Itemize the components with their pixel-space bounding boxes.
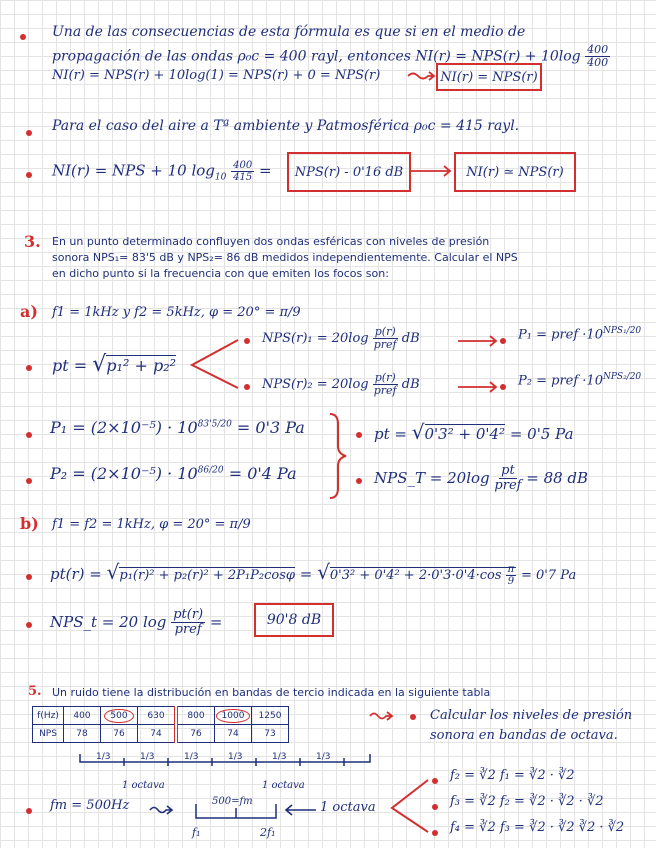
P2-eq: P₂ = (2×10⁻⁵) · 10: [50, 464, 198, 483]
f2-eq: f₂ = ∛2 f₁ = ∛2 · ∛2: [450, 768, 575, 783]
pt-radicand: p₁² + p₂²: [106, 356, 177, 375]
nps2-num: p(r): [374, 371, 396, 384]
air-frac-num: 400: [233, 160, 253, 171]
scale-mid: 500=fm: [212, 796, 253, 807]
p2-res-exp: NPS₂/20: [602, 372, 642, 382]
nps-cell: 78: [64, 725, 101, 743]
ptr-val: = 0'7 Pa: [521, 568, 577, 583]
wavy-arrow-icon: [408, 72, 434, 80]
third-label: 1/3: [140, 752, 155, 762]
p2-res-text: P₂ = pref ·10: [518, 373, 603, 389]
freq-cell: 630: [138, 707, 177, 725]
nps1-num: p(r): [374, 325, 396, 338]
intro-frac-num: 400: [587, 43, 609, 56]
cos-den: 9: [507, 576, 515, 587]
octave-scale: [196, 804, 276, 818]
freq-circle: 500: [104, 709, 133, 723]
angle-bracket-icon: [192, 340, 238, 388]
ptr-rad2-text: 0'3² + 0'4² + 2·0'3·0'4·cos: [329, 568, 502, 583]
wavy-arrow-icon: [150, 806, 172, 814]
sqrt-sign: √: [92, 352, 107, 377]
arrow-right-icon: [458, 382, 496, 392]
f4-eq: f₄ = ∛2 f₃ = ∛2 · ∛2 ∛2 · ∛2: [450, 820, 625, 835]
arrow-right-icon: [458, 336, 496, 346]
air-frac-den: 415: [233, 172, 253, 183]
P1-val: = 0'3 Pa: [236, 418, 305, 437]
nps1-unit: dB: [401, 331, 420, 347]
cos-num: π: [507, 564, 515, 575]
nps2-den: pref: [373, 384, 397, 398]
ptot-radicand: 0'3² + 0'4²: [424, 425, 506, 443]
pt-label: pt =: [52, 356, 88, 375]
ptr-left: pt(r) =: [50, 565, 102, 583]
sqrt-sign-4: √: [317, 560, 330, 584]
air-eq-sub: 10: [214, 172, 227, 183]
scale-left: f₁: [192, 826, 201, 839]
scale-right: 2f₁: [260, 826, 276, 839]
air-text: Para el caso del aire a Tª ambiente y Patmosférica ρ₀c = 415 rayl.: [52, 118, 520, 134]
arrow-right-icon: [409, 166, 450, 176]
air-box-approx: NI(r) ≃ NPS(r): [454, 152, 576, 192]
nps2-unit: dB: [401, 377, 420, 393]
npst-num: pt: [501, 463, 515, 478]
air-eq-left: NI(r) = NPS + 10 log: [52, 161, 215, 180]
problem3-number: 3.: [24, 232, 41, 251]
arrow-left-icon: [286, 805, 316, 815]
intro-line3: NI(r) = NPS(r) + 10log(1) = NPS(r) + 0 = NPS(r): [52, 68, 381, 83]
P2-val: = 0'4 Pa: [228, 464, 297, 483]
part-b-conditions: f1 = f2 = 1kHz, φ = 20° = π/9: [52, 517, 251, 532]
P2-exp: 86/20: [197, 465, 224, 476]
third-label: 1/3: [316, 752, 331, 762]
nps-cell: 74: [215, 725, 252, 743]
f3-eq: f₃ = ∛2 f₂ = ∛2 · ∛2 · ∛2: [450, 794, 604, 809]
problem3-line1: En un punto determinado confluyen dos ondas esféricas con niveles de presión: [52, 235, 490, 248]
freq-cell: 800: [176, 707, 215, 725]
part-a-label: a): [20, 302, 38, 321]
nps-cell: 76: [101, 725, 138, 743]
npst-left: NPS_T = 20log: [374, 468, 490, 487]
octave-label: 1 octava: [122, 780, 165, 791]
npsb-result-box: 90'8 dB: [254, 603, 334, 637]
air-box-result: NPS(r) - 0'16 dB: [287, 152, 411, 192]
intro-frac-den: 400: [587, 56, 609, 70]
task-line2: sonora en bandas de octava.: [430, 728, 618, 743]
intro-line2-text: propagación de las ondas ρ₀c = 400 rayl, entonces NI(r) = NPS(r) + 10log: [52, 48, 581, 65]
nps-cell: 74: [138, 725, 177, 743]
ptot-val: = 0'5 Pa: [509, 425, 574, 443]
third-label: 1/3: [184, 752, 199, 762]
task-line1: Calcular los niveles de presión: [430, 708, 633, 723]
npsb-num: pt(r): [173, 607, 204, 622]
P1-exp: 83'5/20: [197, 419, 232, 430]
thirds-scale-line: [80, 754, 370, 766]
nps2-left: NPS(r)₂ = 20log: [262, 377, 369, 393]
npst-val: = 88 dB: [526, 468, 589, 487]
npsb-left: NPS_t = 20 log: [50, 612, 167, 631]
npsb-eq: =: [209, 612, 223, 631]
octave-label: 1 octava: [262, 780, 305, 791]
sqrt-sign-3: √: [106, 560, 120, 584]
freq-circle: 1000: [216, 709, 251, 723]
freq-cell: 1250: [252, 707, 289, 725]
nps-cell: 76: [176, 725, 215, 743]
freq-cell: 400: [64, 707, 101, 725]
npst-den: pref: [494, 478, 522, 494]
part-a-conditions: f1 = 1kHz y f2 = 5kHz, φ = 20° = π/9: [52, 305, 301, 320]
angle-bracket-icon: [392, 780, 428, 832]
third-label: 1/3: [96, 752, 111, 762]
nps-cell: 73: [252, 725, 289, 743]
ptot-left: pt =: [374, 425, 407, 443]
table-hdr-nps: NPS: [33, 725, 64, 743]
P1-eq: P₁ = (2×10⁻⁵) · 10: [50, 418, 198, 437]
air-equation: NI(r) = NPS + 10 $\log_{10}$ $\frac{400}{415}$ =: [52, 160, 272, 183]
part-b-label: b): [20, 514, 39, 533]
problem3-line2: sonora NPS₁= 83'5 dB y NPS₂= 86 dB medidos independientemente. Calcular el NPS: [52, 251, 518, 264]
curly-brace-icon: [330, 414, 346, 498]
one-octave: 1 octava: [320, 800, 376, 815]
problem3-line3: en dicho punto si la frecuencia con que emiten los focos son:: [52, 267, 389, 280]
intro-result-box: NI(r) = NPS(r): [436, 63, 542, 91]
third-label: 1/3: [272, 752, 287, 762]
ptr-radicand: p₁(r)² + p₂(r)² + 2P₁P₂cosφ: [119, 568, 295, 583]
problem5-text: Un ruido tiene la distribución en bandas de tercio indicada en la siguiente tabla: [52, 686, 491, 699]
table-hdr-freq: f(Hz): [33, 707, 64, 725]
wavy-arrow-icon: [370, 712, 392, 720]
ptr-mid: =: [299, 565, 313, 583]
nps1-left: NPS(r)₁ = 20log: [262, 331, 369, 347]
third-label: 1/3: [228, 752, 243, 762]
fm-label: fm = 500Hz: [50, 798, 130, 813]
sqrt-sign-2: √: [411, 420, 425, 444]
p1-res-exp: NPS₁/20: [602, 326, 642, 336]
p1-res-text: P₁ = pref ·10: [518, 327, 603, 343]
problem5-number: 5.: [28, 684, 42, 699]
npsb-den: pref: [174, 622, 202, 638]
nps1-den: pref: [373, 338, 397, 352]
intro-line1: Una de las consecuencias de esta fórmula es que si en el medio de: [52, 24, 526, 40]
